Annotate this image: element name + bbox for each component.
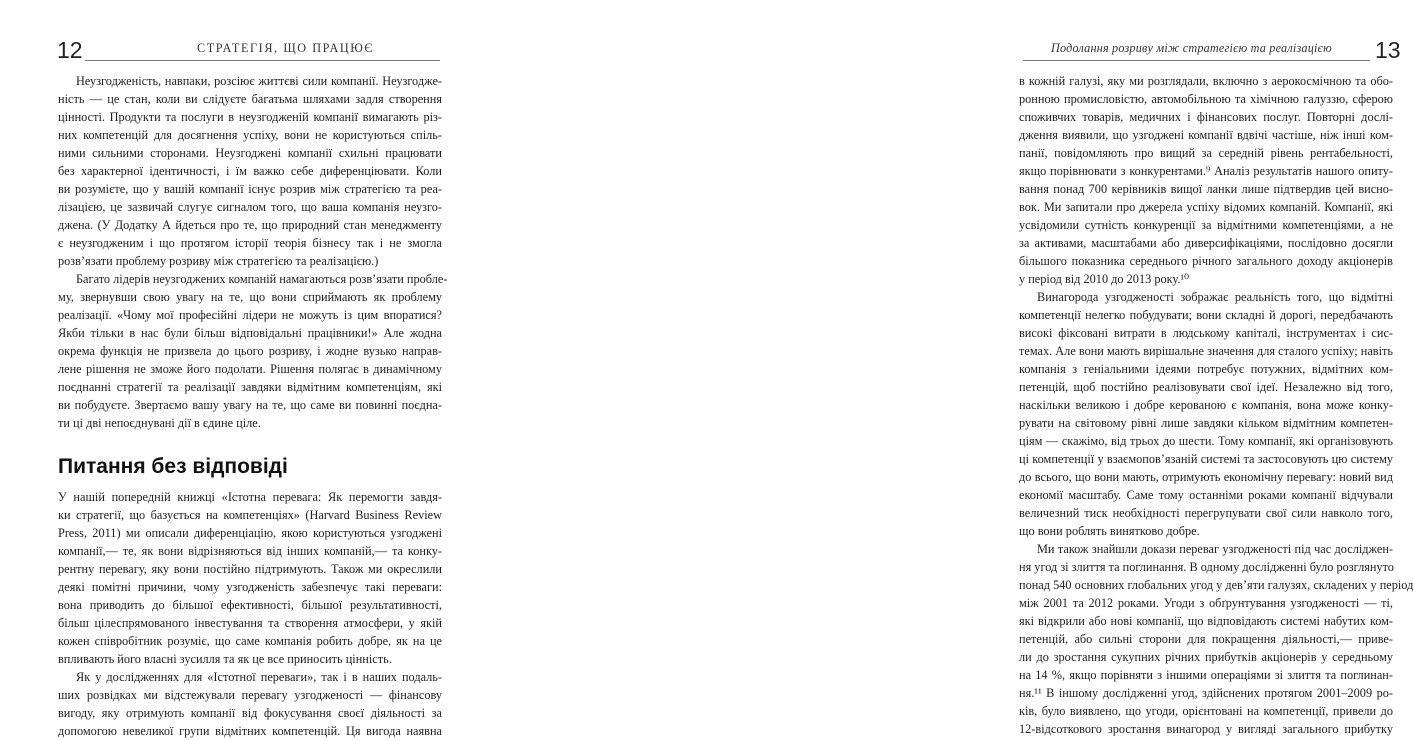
text-line: більшого показника середнього річного загального доходу акціонерів: [1019, 254, 1393, 268]
text-line: компанії,— те, як вони відрізняються від інших компаній,— та конку-: [58, 544, 442, 558]
text-line: що вони роблять винятково добре.: [1019, 524, 1200, 538]
text-line: 12-відсоткового зростання винагород у вигляді загального прибутку: [1019, 722, 1393, 736]
text-line: на 14 %, якщо порівняти з іншими операціями зі злиття та поглинан-: [1019, 668, 1393, 682]
text-line: понад 540 основних глобальних угод у дев’яти галузях, складених у період: [1019, 578, 1413, 592]
page-number: 13: [1375, 37, 1401, 63]
text-line: компетенції нелегко побудувати; вони складні й дорогі, передбачають: [1019, 308, 1393, 322]
left-body: [58, 72, 448, 740]
text-line: му, звернувши свою увагу на те, що вони сприймають як проблему: [58, 290, 442, 304]
page-number: 12: [57, 37, 83, 63]
text-line: ціям — скажімо, від трьох до шести. Тому компанії, які організовують: [1019, 434, 1393, 448]
text-line: Press, 2011) ми описали диференціацію, якою користуються узгоджені: [58, 526, 442, 540]
text-line: споживчих товарів, медичних і фінансових послуг. Повторні дослі-: [1019, 110, 1393, 124]
text-line: ків, було виявлено, що угоди, орієнтовані на компетенції, привели до: [1019, 704, 1393, 718]
running-head: СТРАТЕГІЯ, ЩО ПРАЦЮЄ: [197, 41, 375, 55]
text-line: в кожній галузі, яку ми розглядали, включно з аерокосмічною та обо-: [1019, 74, 1393, 88]
text-line: них компетенцій для досягнення успіху, вони не користуються спіль-: [58, 128, 442, 142]
text-line: ти ці дві непоєднувані дії в єдине ціле.: [58, 416, 261, 430]
text-line: деякі помітні причини, чому узгодженість забезпечує такі переваги:: [58, 580, 442, 594]
text-line: ших розвідках ми відстежували перевагу узгодженості — фінансову: [58, 688, 442, 702]
text-line: економії масштабу. Саме тому останніми роками компанії відчували: [1019, 488, 1393, 502]
text-line: ронною промисловістю, автомобільною та хімічною галуззю, сферою: [1019, 92, 1393, 106]
text-line: більш цілеспрямованого інвестування та створення атмосфери, у якій: [58, 616, 442, 630]
text-line: петенцій, щоб постійно реалізовувати свої ідеї. Незалежно від того,: [1019, 380, 1393, 394]
text-line: рентну перевагу, яку вони постійно підтримують. Також ми окреслили: [58, 562, 442, 576]
text-line: лізацією, це зазвичай слугує сигналом того, що ваша компанія неузго-: [58, 200, 442, 214]
text-line: усвідомили сутність конкуренції за відмітними компетенціями, а не: [1019, 218, 1393, 232]
text-line: ними сильними сторонами. Неузгоджені компанії схильні працювати: [58, 146, 442, 160]
header-rule: [1023, 60, 1370, 61]
running-head: Подолання розриву між стратегією та реалізацією: [1051, 41, 1332, 55]
left-page: [0, 0, 485, 738]
text-line: до всього, що вони мають, отримують економічну перевагу: новий вид: [1019, 470, 1393, 484]
text-line: джена. (У Додатку А йдеться про те, що природний стан менеджменту: [58, 218, 442, 232]
text-line: ня угод зі злиття та поглинання. В одному дослідженні було розглянуто: [1019, 560, 1394, 574]
text-line: поєднанні стратегії та реалізації завдяки відмітним компетенціям, які: [58, 380, 442, 394]
text-line: є неузгодженим і що протягом історії теорія бізнесу так і не змогла: [58, 236, 442, 250]
text-line: цінності. Продукти та послуги в неузгодженій компанії вимагають різ-: [58, 110, 442, 124]
text-line: ки стратегії, що базується на компетенціях» (Harvard Business Review: [58, 508, 442, 522]
text-line: Ми також знайшли докази переваг узгодженості під час досліджен-: [1037, 542, 1393, 556]
text-line: якщо порівнювати з конкурентами.⁹ Аналіз результатів нашого опиту-: [1019, 164, 1393, 178]
text-line: високі фіксовані витрати в людському капіталі, інструментах і сис-: [1019, 326, 1393, 340]
text-line: у період від 2010 до 2013 року.¹⁰: [1019, 272, 1190, 286]
section-heading: Питання без відповіді: [58, 455, 288, 478]
text-line: окрема функція не призвела до цього розриву, і жодне вузько направ-: [58, 344, 442, 358]
text-line: ви розумієте, що у вашій компанії існує розрив між стратегією та реа-: [58, 182, 442, 196]
text-line: величезний тиск необхідності перегрупувати свої сили навколо того,: [1019, 506, 1393, 520]
text-line: реалізації. «Чому мої професійні лідери не можуть із цим впоратися?: [58, 308, 442, 322]
text-line: ня.¹¹ В іншому дослідженні угод, здійснених протягом 2001–2009 ро-: [1019, 686, 1393, 700]
text-line: вона приводить до більшої ефективності, більшої результативності,: [58, 598, 442, 612]
text-line: між 2001 та 2012 роками. Угоди з обґрунтування узгодженості — ті,: [1019, 596, 1393, 610]
text-line: розв’язати проблему розриву між стратегією та реалізацією.): [58, 254, 379, 268]
text-line: У нашій попередній книжці «Істотна перевага: Як перемогти завдя-: [58, 490, 442, 504]
text-line: впливають його власні зусилля та як це все приносить цінність.: [58, 652, 392, 666]
text-line: без характерної ідентичності, і їм важко себе диференціювати. Коли: [58, 164, 442, 178]
text-line: темах. Але вони мають вирішальне значення для сталого успіху; навіть: [1019, 344, 1393, 358]
text-line: вання понад 700 керівників вищої ланки лише підтвердив цей виснo-: [1019, 182, 1393, 196]
text-line: Винагорода узгодженості зображає реальність того, що відмітні: [1037, 290, 1393, 304]
text-line: петенцій, або сильні сторони для покращення діяльності,— приве-: [1019, 632, 1393, 646]
right-page: [485, 0, 1413, 736]
text-line: вок. Ми запитали про джерела успіху відомих компаній. Компанії, які: [1019, 200, 1393, 214]
text-line: Якби тільки в нас були більш відповідальні працівники!» Але жодна: [58, 326, 442, 340]
text-line: Багато лідерів неузгоджених компаній намагаються розв’язати пробле-: [76, 272, 448, 286]
text-line: кожен співробітник розуміє, що саме компанія робить добре, як на це: [58, 634, 442, 648]
text-line: Неузгодженість, навпаки, розсіює життєві сили компанії. Неузгодже-: [76, 74, 442, 88]
text-line: рувати на світовому рівні лише завдяки кільком відмітним компетен-: [1019, 416, 1393, 430]
text-line: ли до зростання сукупних річних прибутків акціонерів у середньому: [1019, 650, 1393, 664]
text-line: за активами, масштабами або диверсифікаціями, послідовно досягли: [1019, 236, 1393, 250]
text-line: Як у дослідженнях для «Істотної переваги», так і в наших подаль-: [76, 670, 442, 684]
text-line: наскільки великою і добре керованою є компанія, вона може конку-: [1019, 398, 1393, 412]
text-line: ви побудуєте. Звертаємо вашу увагу на те, що саме ви повинні поєдна-: [58, 398, 442, 412]
text-line: ці компетенції у взаємопов’язаній системі та застосовують цю систему: [1019, 452, 1393, 466]
header-rule: [85, 60, 440, 61]
text-line: компанія з геніальними ідеями потребує потужних, відмітних ком-: [1019, 362, 1393, 376]
text-line: які відкрили або нові компанії, що відповідають системі набутих ком-: [1019, 614, 1393, 628]
text-line: лене рішення не зможе його подолати. Рішення полягає в динамічному: [58, 362, 442, 376]
text-line: дження виявили, що узгоджені компанії вдвічі частіше, ніж інші ком-: [1019, 128, 1393, 142]
text-line: панії, повідомляють про вищий за середній рівень рентабельності,: [1019, 146, 1393, 160]
right-body: [1019, 72, 1413, 738]
text-line: вигоду, яку отримують компанії від фокусування своєї діяльності за: [58, 706, 442, 720]
text-line: допомогою невеликої групи відмітних компетенцій. Ця вигода наявна: [58, 724, 442, 738]
text-line: ність — це стан, коли ви слідуєте багатьма шляхами задля створення: [58, 92, 442, 106]
